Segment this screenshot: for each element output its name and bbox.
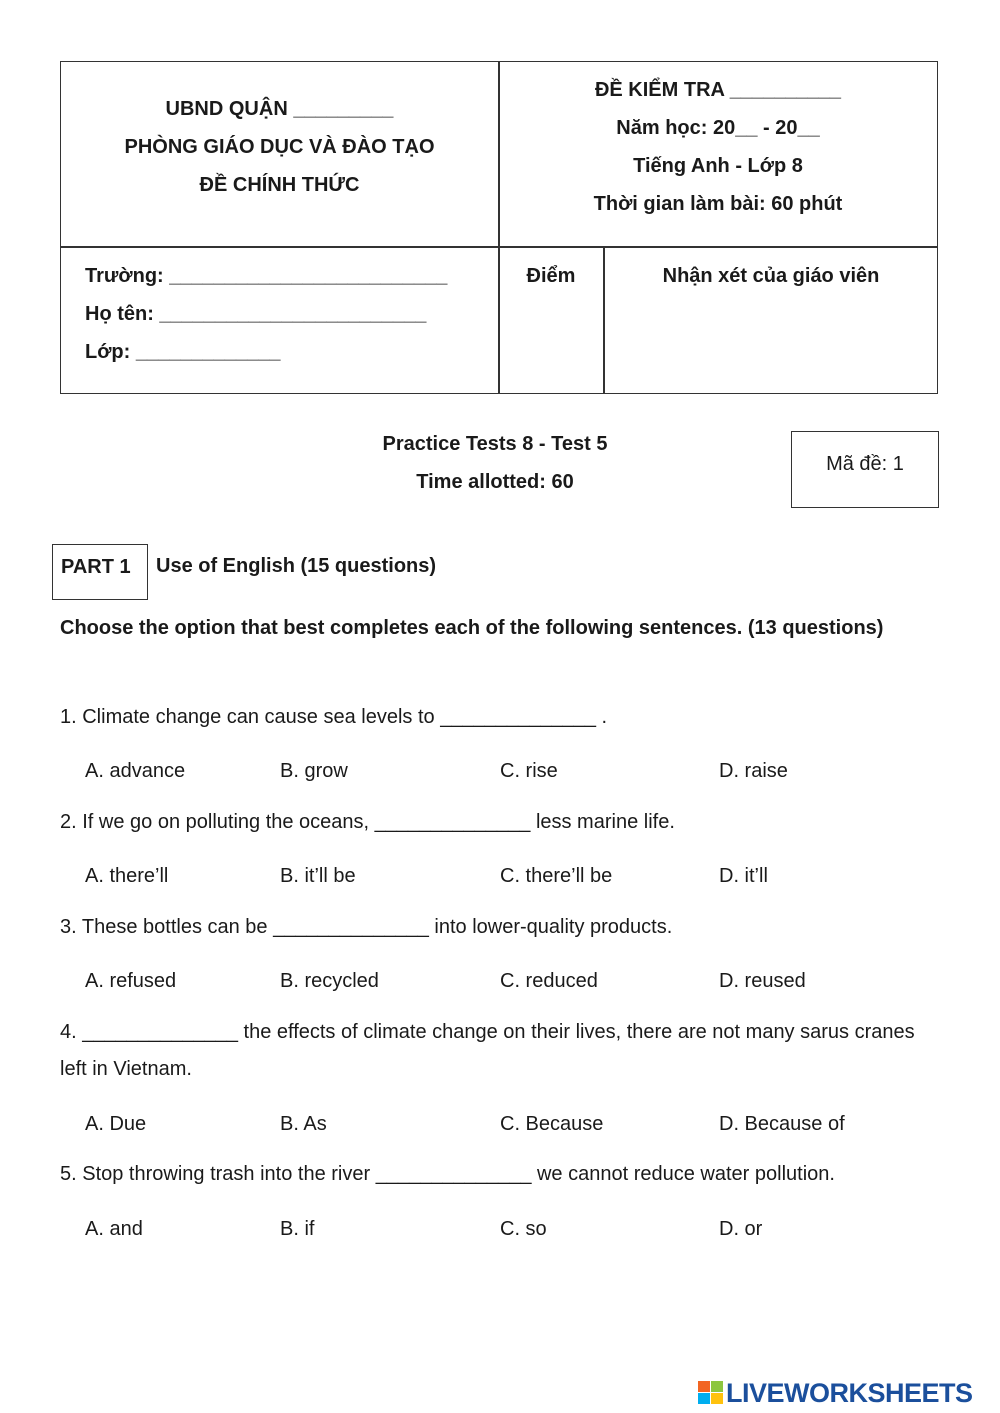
logo-text: LIVEWORKSHEETS: [726, 1378, 973, 1408]
exam-title: ĐỀ KIỂM TRA __________: [594, 79, 842, 101]
answer-option[interactable]: A. refused: [85, 970, 177, 992]
answer-option[interactable]: A. and: [85, 1218, 143, 1240]
answer-option[interactable]: B. As: [280, 1113, 327, 1135]
school-field[interactable]: Trường: _________________________: [85, 265, 448, 287]
exam-code: Mã đề: 1: [826, 453, 904, 475]
question-stem: 2. If we go on polluting the oceans, ______________ less marine life.: [60, 811, 675, 833]
answer-option[interactable]: C. reduced: [500, 970, 598, 992]
answer-option[interactable]: D. it’ll: [719, 865, 768, 887]
instructions: Choose the option that best completes each of the following sentences. (13 questions): [60, 617, 884, 639]
part-label-box: [52, 544, 148, 600]
header-table: [60, 61, 938, 394]
answer-option[interactable]: C. rise: [500, 760, 558, 782]
answer-option[interactable]: B. it’ll be: [280, 865, 356, 887]
answer-option[interactable]: D. or: [719, 1218, 763, 1240]
question-stem: 1. Climate change can cause sea levels to ______________ .: [60, 706, 608, 728]
answer-option[interactable]: D. Because of: [719, 1113, 845, 1135]
liveworksheets-logo: [698, 1378, 996, 1408]
answer-option[interactable]: B. if: [280, 1218, 315, 1240]
school-year: Năm học: 20__ - 20__: [616, 117, 820, 139]
answer-option[interactable]: A. advance: [85, 760, 186, 782]
teacher-comment-label: Nhận xét của giáo viên: [662, 265, 880, 287]
official-label: ĐỀ CHÍNH THỨC: [199, 174, 360, 196]
question-stem: 5. Stop throwing trash into the river ______________ we cannot reduce water pollution.: [60, 1163, 835, 1185]
logo-icon: [698, 1381, 724, 1405]
answer-option[interactable]: B. recycled: [280, 970, 379, 992]
part-title: Use of English (15 questions): [156, 555, 437, 577]
answer-option[interactable]: C. so: [500, 1218, 547, 1240]
name-field[interactable]: Họ tên: ________________________: [85, 303, 427, 325]
answer-option[interactable]: A. there’ll: [85, 865, 169, 887]
exam-code-box: [791, 431, 939, 508]
question-stem: 4. ______________ the effects of climate change on their lives, there are not many sarus cranes left in Vietnam.: [60, 1021, 915, 1080]
department-line: PHÒNG GIÁO DỤC VÀ ĐÀO TẠO: [124, 136, 435, 158]
question-stem: 3. These bottles can be ______________ into lower-quality products.: [60, 916, 673, 938]
time-allotted: Time allotted: 60: [416, 471, 574, 493]
duration: Thời gian làm bài: 60 phút: [593, 193, 843, 215]
answer-option[interactable]: D. raise: [719, 760, 788, 782]
answer-option[interactable]: D. reused: [719, 970, 806, 992]
score-label: Điểm: [526, 265, 576, 287]
test-title: Practice Tests 8 - Test 5: [382, 433, 608, 455]
subject-grade: Tiếng Anh - Lớp 8: [633, 155, 803, 177]
answer-option[interactable]: A. Due: [85, 1113, 147, 1135]
answer-option[interactable]: C. there’ll be: [500, 865, 613, 887]
answer-option[interactable]: C. Because: [500, 1113, 604, 1135]
class-field[interactable]: Lớp: _____________: [85, 341, 281, 363]
divider: [61, 246, 937, 248]
part-label: PART 1: [61, 556, 131, 578]
answer-option[interactable]: B. grow: [280, 760, 348, 782]
district-line: UBND QUẬN _________: [165, 98, 394, 120]
